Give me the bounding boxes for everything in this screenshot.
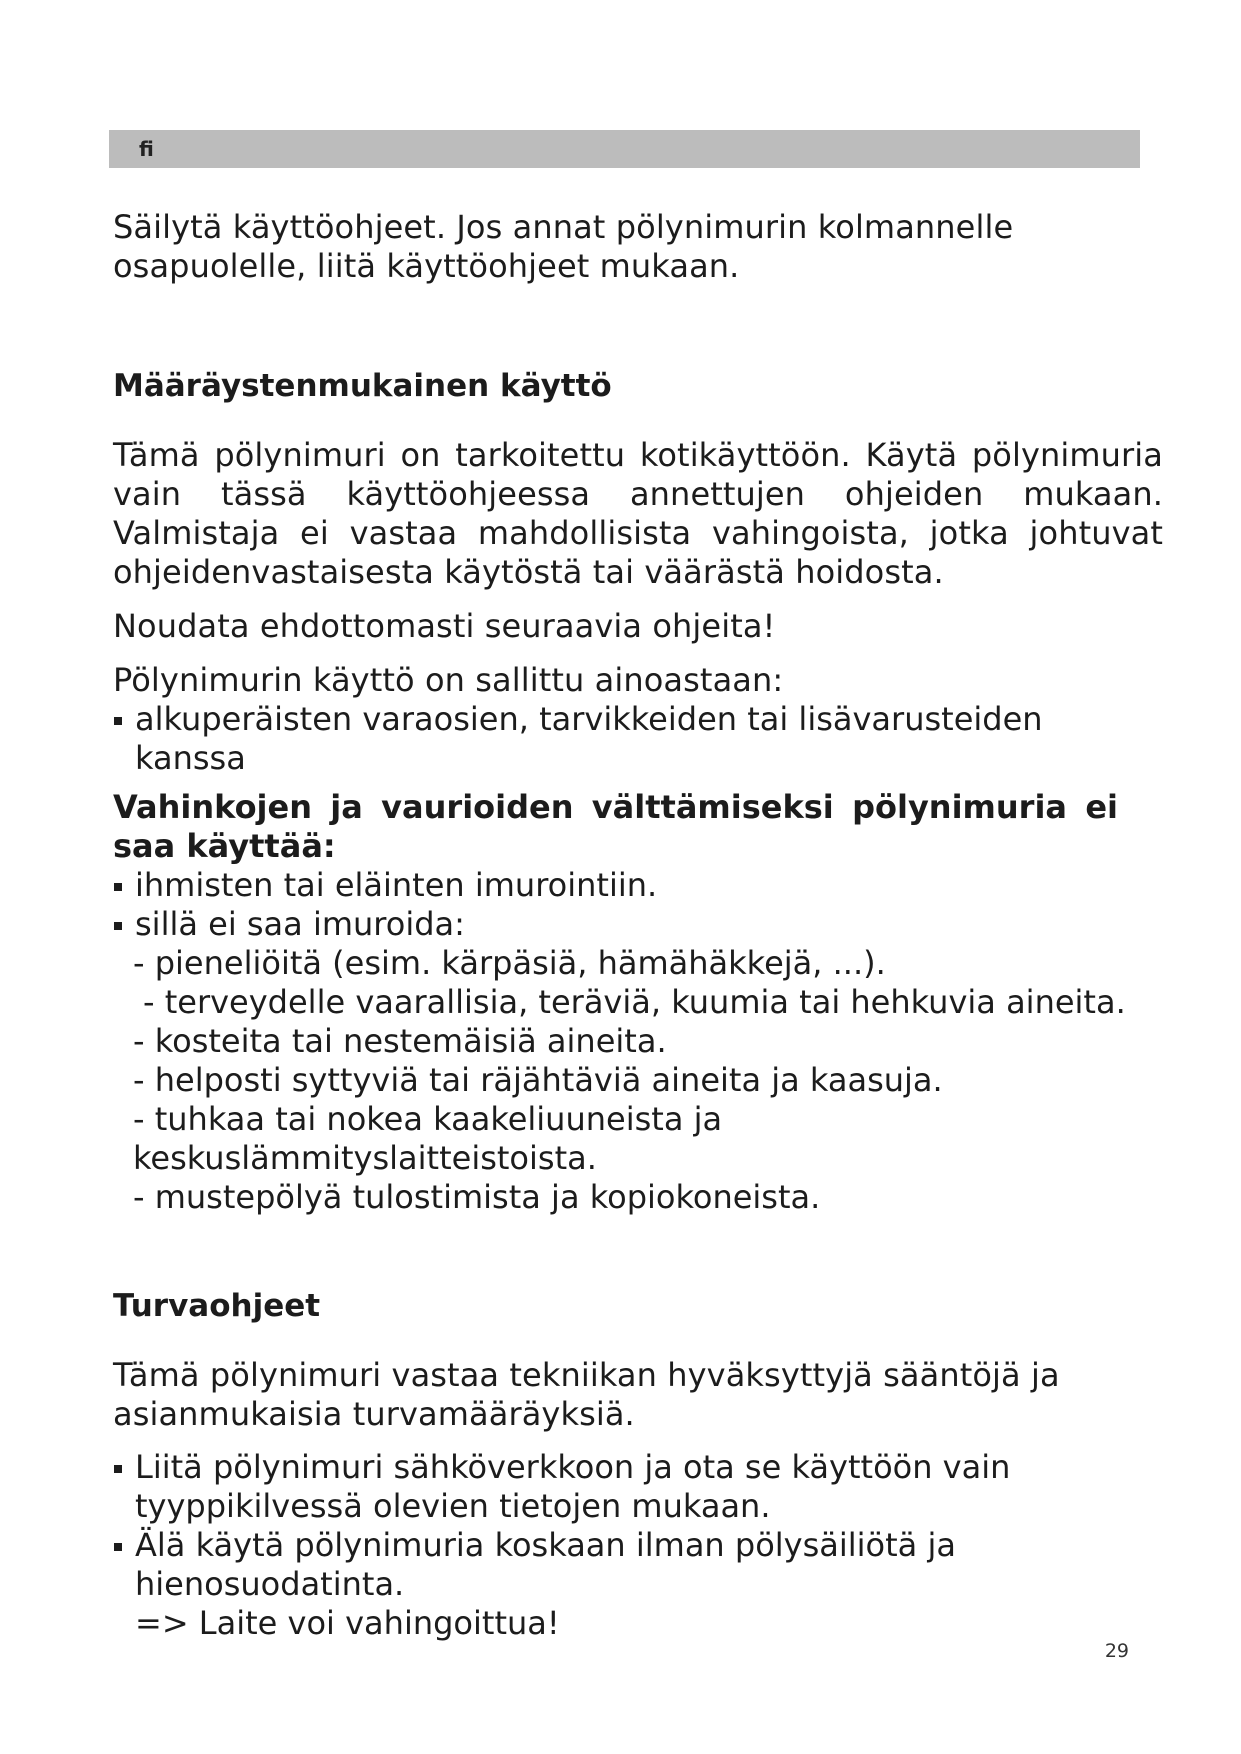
list-item: Liitä pölynimuri sähköverkkoon ja ota se käyttöön vain tyyppikilvessä olevien tietojen mukaan. bbox=[113, 1448, 1155, 1526]
instruction-note: Noudata ehdottomasti seuraavia ohjeita! bbox=[113, 607, 776, 645]
sub-list-item: - tuhkaa tai nokea kaakeliuuneista ja keskuslämmityslaitteistoista. bbox=[133, 1100, 723, 1177]
list-item: alkuperäisten varaosien, tarvikkeiden tai lisävarusteiden kanssa bbox=[113, 700, 1163, 778]
sub-list-item: - helposti syttyviä tai räjähtäviä aineita ja kaasuja. bbox=[133, 1061, 943, 1099]
warning-list bbox=[113, 866, 1163, 944]
list-item: sillä ei saa imuroida: bbox=[113, 905, 1163, 944]
page-content bbox=[113, 208, 1163, 1643]
warning-heading: Vahinkojen ja vaurioiden välttämiseksi pölynimuria ei saa käyttää: bbox=[113, 788, 1118, 865]
language-code: fi bbox=[139, 137, 154, 161]
sub-list-item: - terveydelle vaarallisia, teräviä, kuumia tai hehkuvia aineita. bbox=[143, 983, 1126, 1021]
section-heading-intended-use: Määräystenmukainen käyttö bbox=[113, 368, 612, 404]
list-item: Älä käytä pölynimuria koskaan ilman pölysäiliötä ja hienosuodatinta. bbox=[113, 1526, 1155, 1604]
safety-list bbox=[113, 1448, 1163, 1643]
sub-list-item: - kosteita tai nestemäisiä aineita. bbox=[133, 1022, 667, 1060]
allowed-use-intro: Pölynimurin käyttö on sallittu ainoastaan: bbox=[113, 661, 784, 699]
sub-list-item: - pieneliöitä (esim. kärpäsiä, hämähäkkejä, ...). bbox=[133, 944, 886, 982]
page-number: 29 bbox=[1104, 1640, 1129, 1662]
safety-paragraph: Tämä pölynimuri vastaa tekniikan hyväksyttyjä sääntöjä ja asianmukaisia turvamääräyksiä. bbox=[113, 1356, 1060, 1433]
intro-text: Säilytä käyttöohjeet. Jos annat pölynimurin kolmannelle osapuolelle, liitä käyttöohjeet mukaan. bbox=[113, 208, 1014, 285]
sub-list-item: - mustepölyä tulostimista ja kopiokoneista. bbox=[133, 1178, 821, 1216]
list-item: ihmisten tai eläinten imurointiin. bbox=[113, 866, 1163, 905]
allowed-use-list bbox=[113, 700, 1163, 778]
damage-warning-note: => Laite voi vahingoittua! bbox=[135, 1604, 560, 1642]
language-header-bar bbox=[109, 130, 1140, 168]
intended-use-paragraph: Tämä pölynimuri on tarkoitettu kotikäyttöön. Käytä pölynimuria vain tässä käyttöohjeessa annettujen ohjeiden mukaan. Valmistaja ei vastaa mahdollisista vahingoista, jotka johtuvat ohjeidenvastaisesta käytöstä tai väärästä hoidosta. bbox=[113, 436, 1163, 591]
forbidden-items-list bbox=[113, 944, 1163, 1217]
section-heading-safety: Turvaohjeet bbox=[113, 1288, 321, 1324]
